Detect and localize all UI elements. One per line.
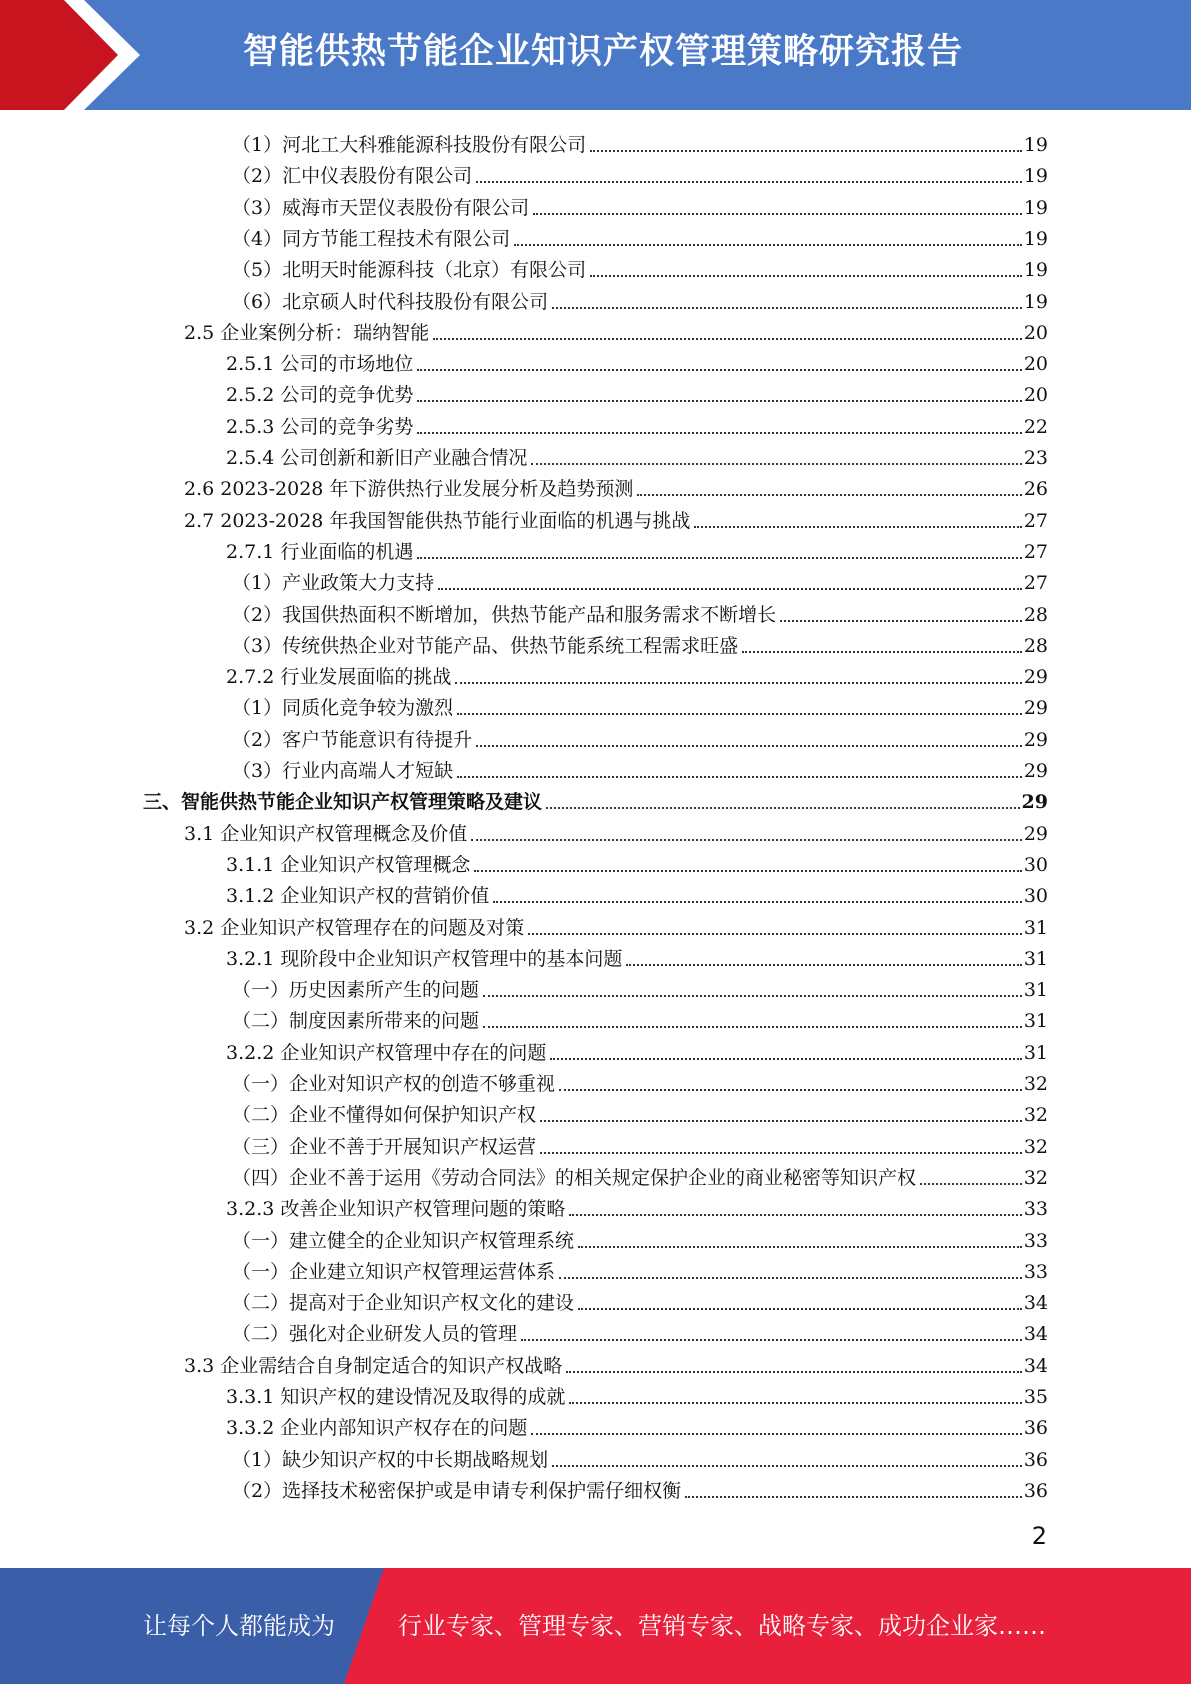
toc-entry-page: 29 xyxy=(1021,791,1048,814)
toc-entry-label: （二）企业不懂得如何保护知识产权 xyxy=(232,1104,537,1127)
toc-leader-dots xyxy=(590,150,1022,152)
toc-entry[interactable] xyxy=(232,689,1048,720)
toc-entry-page: 33 xyxy=(1023,1229,1048,1252)
toc-entry-label: 2.7 2023-2028 年我国智能供热节能行业面临的机遇与挑战 xyxy=(184,509,691,532)
toc-entry[interactable] xyxy=(232,251,1048,282)
toc-leader-dots xyxy=(569,1402,1021,1404)
toc-entry-page: 30 xyxy=(1023,885,1048,908)
toc-entry-page: 36 xyxy=(1023,1479,1048,1502)
toc-entry-page: 19 xyxy=(1023,134,1048,156)
toc-leader-dots xyxy=(483,995,1022,997)
toc-entry-label: （3）行业内高端人才短缺 xyxy=(232,760,454,782)
toc-entry-page: 36 xyxy=(1023,1448,1048,1471)
toc-leader-dots xyxy=(528,933,1022,935)
toc-entry[interactable] xyxy=(232,1065,1048,1096)
toc-entry-page: 23 xyxy=(1023,447,1048,469)
toc-entry-page: 28 xyxy=(1023,603,1048,626)
toc-entry-page: 32 xyxy=(1023,1104,1048,1127)
toc-entry[interactable] xyxy=(226,877,1048,908)
toc-entry-page: 19 xyxy=(1023,165,1048,188)
toc-entry-page: 20 xyxy=(1023,353,1048,376)
toc-leader-dots xyxy=(531,1433,1021,1435)
toc-entry-label: 2.7.2 行业发展面临的挑战 xyxy=(226,666,452,689)
toc-entry[interactable] xyxy=(232,1441,1048,1472)
toc-leader-dots xyxy=(546,807,1020,809)
toc-entry[interactable] xyxy=(232,721,1048,752)
toc-leader-dots xyxy=(540,1152,1022,1154)
toc-entry[interactable] xyxy=(184,1347,1048,1378)
toc-entry-page: 32 xyxy=(1023,1073,1048,1095)
toc-entry[interactable] xyxy=(232,1315,1048,1346)
toc-entry[interactable] xyxy=(232,1472,1048,1503)
toc-entry-label: （一）企业建立知识产权管理运营体系 xyxy=(232,1260,556,1283)
toc-entry-label: （二）制度因素所带来的问题 xyxy=(232,1010,480,1033)
report-title: 智能供热节能企业知识产权管理策略研究报告 xyxy=(242,32,963,72)
toc-entry[interactable] xyxy=(232,1222,1048,1253)
toc-leader-dots xyxy=(474,870,1021,872)
toc-entry[interactable] xyxy=(143,783,1048,814)
toc-entry[interactable] xyxy=(232,189,1048,220)
toc-entry-label: 3.3.1 知识产权的建设情况及取得的成就 xyxy=(226,1386,566,1408)
toc-entry-label: （3）威海市天罡仪表股份有限公司 xyxy=(232,196,530,219)
toc-leader-dots xyxy=(578,1246,1022,1248)
report-header xyxy=(0,0,1191,110)
toc-entry-label: （3）传统供热企业对节能产品、供热节能系统工程需求旺盛 xyxy=(232,634,739,657)
toc-entry-page: 30 xyxy=(1023,853,1048,876)
toc-entry-label: 3.1.1 企业知识产权管理概念 xyxy=(226,853,471,876)
toc-entry-page: 26 xyxy=(1023,478,1048,501)
red-arrow-icon xyxy=(0,0,160,110)
toc-entry-label: 2.5.4 公司创新和新旧产业融合情况 xyxy=(226,447,528,469)
toc-entry-page: 29 xyxy=(1023,760,1048,782)
toc-entry-label: （一）历史因素所产生的问题 xyxy=(232,979,480,1002)
toc-leader-dots xyxy=(552,307,1022,309)
toc-entry[interactable] xyxy=(232,1284,1048,1315)
toc-entry[interactable] xyxy=(226,439,1048,470)
toc-entry[interactable] xyxy=(232,627,1048,658)
toc-entry-label: 2.5 企业案例分析：瑞纳智能 xyxy=(184,321,430,344)
toc-leader-dots xyxy=(637,494,1021,496)
toc-leader-dots xyxy=(476,181,1022,183)
page-number: 2 xyxy=(1031,1522,1047,1550)
toc-entry[interactable] xyxy=(232,1159,1048,1190)
footer-slogan: 让每个人都能成为 xyxy=(143,1612,335,1640)
toc-entry[interactable] xyxy=(226,376,1048,407)
toc-leader-dots xyxy=(493,901,1021,903)
toc-entry-page: 19 xyxy=(1023,227,1048,250)
toc-entry[interactable] xyxy=(226,408,1048,439)
toc-entry-label: 3.2.3 改善企业知识产权管理问题的策略 xyxy=(226,1198,566,1221)
toc-entry[interactable] xyxy=(226,345,1048,376)
toc-entry[interactable] xyxy=(232,126,1048,157)
toc-entry-label: 3.2.2 企业知识产权管理中存在的问题 xyxy=(226,1041,547,1064)
toc-entry-page: 27 xyxy=(1023,540,1048,563)
toc-entry[interactable] xyxy=(232,1096,1048,1127)
toc-leader-dots xyxy=(559,1089,1022,1091)
toc-entry-label: 三、智能供热节能企业知识产权管理策略及建议 xyxy=(143,791,543,814)
toc-entry[interactable] xyxy=(232,971,1048,1002)
toc-entry-page: 27 xyxy=(1023,572,1048,595)
toc-leader-dots xyxy=(590,275,1022,277)
toc-entry-label: （二）强化对企业研发人员的管理 xyxy=(232,1323,518,1346)
toc-leader-dots xyxy=(780,620,1022,622)
toc-entry-page: 31 xyxy=(1023,1010,1048,1033)
toc-leader-dots xyxy=(552,1465,1022,1467)
toc-entry-page: 32 xyxy=(1023,1166,1048,1189)
toc-leader-dots xyxy=(742,651,1022,653)
toc-leader-dots xyxy=(685,1496,1022,1498)
toc-leader-dots xyxy=(920,1183,1022,1185)
toc-entry-label: （2）我国供热面积不断增加，供热节能产品和服务需求不断增长 xyxy=(232,603,777,626)
toc-leader-dots xyxy=(417,432,1021,434)
footer-roles: 行业专家、管理专家、营销专家、战略专家、成功企业家…… xyxy=(398,1612,1046,1640)
toc-entry-page: 31 xyxy=(1023,947,1048,970)
toc-leader-dots xyxy=(550,1058,1021,1060)
toc-entry[interactable] xyxy=(232,220,1048,251)
toc-leader-dots xyxy=(540,1120,1022,1122)
toc-entry[interactable] xyxy=(226,533,1048,564)
toc-entry[interactable] xyxy=(226,1190,1048,1221)
toc-entry-label: 3.2.1 现阶段中企业知识产权管理中的基本问题 xyxy=(226,947,623,970)
toc-entry-page: 34 xyxy=(1023,1354,1048,1377)
toc-entry-page: 20 xyxy=(1023,321,1048,344)
toc-entry-page: 19 xyxy=(1023,290,1048,313)
toc-entry[interactable] xyxy=(226,658,1048,689)
toc-leader-dots xyxy=(457,776,1022,778)
toc-entry-label: （一）企业对知识产权的创造不够重视 xyxy=(232,1073,556,1095)
toc-entry[interactable] xyxy=(226,940,1048,971)
toc-entry-label: 3.1 企业知识产权管理概念及价值 xyxy=(184,822,468,845)
toc-entry-page: 28 xyxy=(1023,634,1048,657)
toc-entry-label: 3.3.2 企业内部知识产权存在的问题 xyxy=(226,1417,528,1440)
toc-entry-page: 34 xyxy=(1023,1292,1048,1315)
toc-entry[interactable] xyxy=(184,314,1048,345)
toc-entry[interactable] xyxy=(226,846,1048,877)
toc-entry-label: （2）汇中仪表股份有限公司 xyxy=(232,165,473,188)
toc-entry-label: （1）产业政策大力支持 xyxy=(232,572,435,595)
toc-entry[interactable] xyxy=(232,283,1048,314)
toc-leader-dots xyxy=(521,1339,1022,1341)
toc-leader-dots xyxy=(578,1308,1022,1310)
toc-entry-label: （二）提高对于企业知识产权文化的建设 xyxy=(232,1292,575,1315)
toc-entry-label: （2）客户节能意识有待提升 xyxy=(232,728,473,751)
toc-entry-label: 2.5.1 公司的市场地位 xyxy=(226,353,414,376)
toc-entry-page: 34 xyxy=(1023,1323,1048,1346)
toc-leader-dots xyxy=(417,400,1021,402)
toc-entry-label: （6）北京硕人时代科技股份有限公司 xyxy=(232,290,549,313)
toc-entry-label: 3.2 企业知识产权管理存在的问题及对策 xyxy=(184,916,525,939)
toc-entry-page: 31 xyxy=(1023,1041,1048,1064)
toc-entry[interactable] xyxy=(232,752,1048,783)
toc-leader-dots xyxy=(476,745,1022,747)
toc-leader-dots xyxy=(694,526,1021,528)
toc-leader-dots xyxy=(433,338,1022,340)
toc-entry-page: 31 xyxy=(1023,916,1048,939)
toc-entry-page: 36 xyxy=(1023,1417,1048,1440)
footer-banner xyxy=(0,1568,1191,1684)
toc-leader-dots xyxy=(514,244,1022,246)
toc-entry[interactable] xyxy=(184,909,1048,940)
toc-entry-label: （1）缺少知识产权的中长期战略规划 xyxy=(232,1448,549,1471)
toc-entry-page: 32 xyxy=(1023,1135,1048,1158)
toc-entry[interactable] xyxy=(184,502,1048,533)
toc-entry[interactable] xyxy=(232,564,1048,595)
toc-leader-dots xyxy=(483,1026,1022,1028)
toc-entry[interactable] xyxy=(232,157,1048,188)
toc-entry-label: 2.6 2023-2028 年下游供热行业发展分析及趋势预测 xyxy=(184,478,634,501)
toc-entry-label: （5）北明天时能源科技（北京）有限公司 xyxy=(232,259,587,282)
toc-entry-label: 3.3 企业需结合自身制定适合的知识产权战略 xyxy=(184,1354,563,1377)
toc-entry-page: 22 xyxy=(1023,415,1048,438)
toc-leader-dots xyxy=(533,213,1022,215)
toc-leader-dots xyxy=(455,682,1021,684)
toc-entry-page: 29 xyxy=(1023,697,1048,720)
toc-entry-page: 29 xyxy=(1023,822,1048,845)
toc-entry[interactable] xyxy=(226,1034,1048,1065)
toc-entry-label: 2.7.1 行业面临的机遇 xyxy=(226,540,414,563)
toc-entry[interactable] xyxy=(232,1002,1048,1033)
toc-entry-label: 2.5.2 公司的竞争优势 xyxy=(226,384,414,407)
toc-leader-dots xyxy=(559,1277,1022,1279)
toc-entry-page: 19 xyxy=(1023,259,1048,282)
toc-entry-page: 35 xyxy=(1023,1386,1048,1408)
toc-entry-page: 33 xyxy=(1023,1198,1048,1221)
toc-entry-label: 3.1.2 企业知识产权的营销价值 xyxy=(226,885,490,908)
toc-entry-page: 29 xyxy=(1023,728,1048,751)
toc-entry[interactable] xyxy=(184,815,1048,846)
toc-leader-dots xyxy=(569,1214,1021,1216)
toc-entry-page: 29 xyxy=(1023,666,1048,689)
toc-entry-label: （2）选择技术秘密保护或是申请专利保护需仔细权衡 xyxy=(232,1479,682,1502)
toc-entry-label: （四）企业不善于运用《劳动合同法》的相关规定保护企业的商业秘密等知识产权 xyxy=(232,1166,917,1189)
toc-leader-dots xyxy=(417,557,1021,559)
toc-leader-dots xyxy=(438,588,1022,590)
toc-entry-page: 27 xyxy=(1023,509,1048,532)
toc-entry-label: （一）建立健全的企业知识产权管理系统 xyxy=(232,1229,575,1252)
toc-leader-dots xyxy=(471,839,1022,841)
toc-entry[interactable] xyxy=(232,596,1048,627)
toc-entry[interactable] xyxy=(184,470,1048,501)
toc-entry[interactable] xyxy=(226,1378,1048,1409)
toc-entry-page: 19 xyxy=(1023,196,1048,219)
toc-entry-label: （4）同方节能工程技术有限公司 xyxy=(232,227,511,250)
toc-entry-label: （1）河北工大科雅能源科技股份有限公司 xyxy=(232,134,587,156)
toc-leader-dots xyxy=(626,964,1021,966)
toc-entry-label: （三）企业不善于开展知识产权运营 xyxy=(232,1135,537,1158)
toc-leader-dots xyxy=(417,369,1021,371)
toc-entry[interactable] xyxy=(232,1253,1048,1284)
toc-entry-page: 31 xyxy=(1023,979,1048,1002)
toc-entry-label: （1）同质化竞争较为激烈 xyxy=(232,697,454,720)
toc-entry-label: 2.5.3 公司的竞争劣势 xyxy=(226,415,414,438)
toc-leader-dots xyxy=(531,463,1021,465)
toc-entry-page: 33 xyxy=(1023,1260,1048,1283)
toc-entry[interactable] xyxy=(232,1128,1048,1159)
toc-entry-page: 20 xyxy=(1023,384,1048,407)
toc-leader-dots xyxy=(457,713,1022,715)
toc-entry[interactable] xyxy=(226,1409,1048,1440)
toc-leader-dots xyxy=(566,1371,1022,1373)
